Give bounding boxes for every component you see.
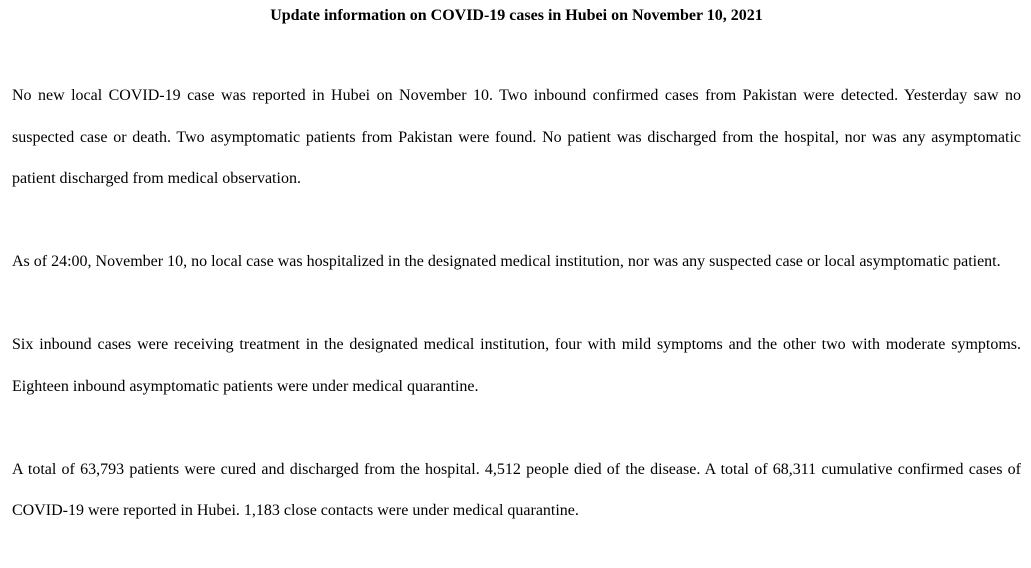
paragraph-new-cases: No new local COVID-19 case was reported in Hubei on November 10. Two inbound confirmed cases from Pakistan were detected. Yesterday saw no suspected case or death. Two asymptomatic patients from Pakistan were found. No patient was discharged from the hospital, nor was any asymptomatic patient discharged from medical observation. [12,87,1021,187]
paragraph-hospitalized: As of 24:00, November 10, no local case was hospitalized in the designated medical institution, nor was any suspected case or local asymptomatic patient. [12,253,1001,270]
page-title: Update information on COVID-19 cases in Hubei on November 10, 2021 [270,7,763,24]
paragraph-inbound-treatment: Six inbound cases were receiving treatment in the designated medical institution, four with mild symptoms and the other two with moderate symptoms. Eighteen inbound asymptomatic patients were under medical quarantine. [12,336,1021,395]
paragraph-cumulative-totals: A total of 63,793 patients were cured and discharged from the hospital. 4,512 people died of the disease. A total of 68,311 cumulative confirmed cases of COVID-19 were reported in Hubei. 1,183 close contacts were under medical quarantine. [12,460,1021,519]
